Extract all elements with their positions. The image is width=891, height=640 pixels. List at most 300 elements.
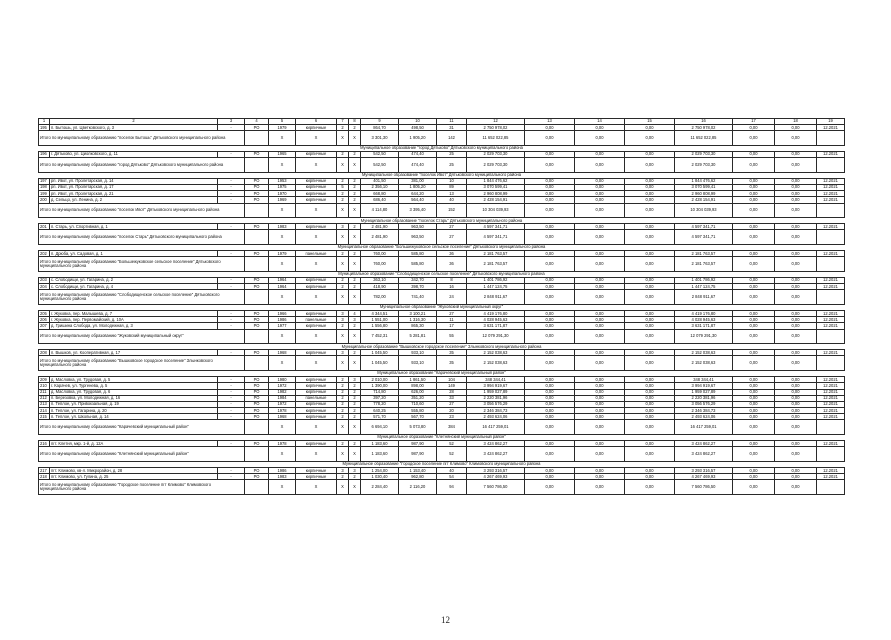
table-cell: -	[218, 311, 245, 317]
table-cell: 0,00	[625, 125, 675, 131]
address-cell: д. Масловка, ул. Трудовая, д. 5	[50, 377, 218, 383]
table-cell: 1965	[269, 151, 296, 157]
subtotal-cell: 2 029 703,30	[675, 158, 733, 173]
table-cell: 12.2021	[817, 197, 845, 203]
subtotal-cell	[245, 420, 269, 435]
table-cell: 0,00	[525, 151, 575, 157]
subtotal-cell: 0,00	[525, 230, 575, 245]
subtotal-cell: 760,00	[361, 257, 399, 272]
table-cell: 2	[337, 151, 349, 157]
table-cell: РО	[245, 401, 269, 407]
table-cell: 25	[437, 151, 467, 157]
table-cell: 348 344,41	[467, 377, 525, 383]
subtotal-cell: 24	[437, 290, 467, 305]
subtotal-label: Итого по муниципальному образованию "Вышковское городское поселение" Злынковского муниципального района	[39, 356, 245, 371]
table-cell: РО	[245, 323, 269, 329]
table-cell: РО	[245, 350, 269, 356]
table-cell: 0,00	[775, 178, 817, 184]
subtotal-cell: 0,00	[625, 131, 675, 146]
table-cell: 12.2021	[817, 311, 845, 317]
subtotal-cell: X	[269, 131, 296, 146]
table-cell: 1983	[269, 474, 296, 480]
table-cell: 2 152 038,63	[467, 350, 525, 356]
table-cell: 12.2021	[817, 184, 845, 190]
table-cell: 1968	[269, 414, 296, 420]
table-cell: 0,00	[775, 377, 817, 383]
table-cell: 2	[349, 408, 361, 414]
table-cell: 2	[337, 414, 349, 420]
table-cell: кирпичные	[296, 125, 337, 131]
table-cell: 0,00	[525, 125, 575, 131]
table-cell: 1 844 476,62	[467, 178, 525, 184]
table-cell: 3 070 599,41	[675, 184, 733, 190]
table-cell: 0,00	[575, 383, 625, 389]
subtotal-cell: X	[269, 356, 296, 371]
table-cell: 0,00	[775, 408, 817, 414]
column-number: 15	[625, 119, 675, 125]
table-cell: 1984	[269, 395, 296, 401]
table-cell: 1975	[269, 184, 296, 190]
subtotal-cell: 5 281,81	[399, 329, 437, 344]
table-cell: кирпичные	[296, 277, 337, 283]
table-cell: 12.2021	[817, 224, 845, 230]
subtotal-cell	[817, 329, 845, 344]
section-title: Муниципальное образование "Вышковское городское поселение" Злынковского муниципального района	[39, 344, 845, 350]
table-cell: 0,00	[575, 191, 625, 197]
subtotal-cell: 11 652 022,85	[467, 131, 525, 146]
table-cell: 0,00	[625, 401, 675, 407]
table-cell: 1983	[269, 224, 296, 230]
table-cell: 498,50	[399, 125, 437, 131]
subtotal-cell: 933,10	[399, 356, 437, 371]
column-number: 3	[218, 119, 245, 125]
table-cell: 0,00	[625, 311, 675, 317]
table-cell: 0,00	[575, 350, 625, 356]
table-cell: -	[218, 277, 245, 283]
subtotal-cell	[245, 447, 269, 462]
table-cell: -	[218, 468, 245, 474]
subtotal-cell: X	[349, 257, 361, 272]
table-cell: 201	[39, 224, 50, 230]
subtotal-cell: 0,00	[775, 420, 817, 435]
table-cell: 2	[349, 414, 361, 420]
table-cell: -	[218, 395, 245, 401]
table-cell: 865,30	[399, 323, 437, 329]
table-cell: РО	[245, 178, 269, 184]
subtotal-cell: 2 848 911,67	[467, 290, 525, 305]
subtotal-cell	[817, 158, 845, 173]
subtotal-cell	[817, 290, 845, 305]
table-cell: кирпичные	[296, 383, 337, 389]
table-cell: 4 597 341,71	[467, 224, 525, 230]
address-cell: п. Старь, ул. Спортивная, д. 1	[50, 224, 218, 230]
table-cell: 714,80	[361, 389, 399, 395]
table-cell: 10	[437, 178, 467, 184]
table-cell: 12.2021	[817, 468, 845, 474]
table-cell: 0,00	[525, 441, 575, 447]
table-cell: 0,00	[525, 395, 575, 401]
section-title: Муниципальное образование "Слободищенское сельское поселение" Дятьковского муниципального района	[39, 271, 845, 277]
table-cell: 0,00	[625, 389, 675, 395]
table-cell: 348 344,41	[675, 377, 733, 383]
table-cell: 0,00	[733, 317, 775, 323]
subtotal-cell: 0,00	[775, 290, 817, 305]
table-cell: 3 056 576,29	[675, 401, 733, 407]
table-cell: 40	[437, 468, 467, 474]
subtotal-cell: 987,90	[399, 447, 437, 462]
table-cell: 2	[349, 277, 361, 283]
table-cell: 0,00	[525, 311, 575, 317]
table-cell: -	[218, 178, 245, 184]
address-cell: г. Дятьково, ул. Циолковского, д. 11	[50, 151, 218, 157]
subtotal-cell: 1 045,50	[361, 356, 399, 371]
table-cell: 571,70	[361, 414, 399, 420]
subtotal-cell: 2 116,20	[399, 480, 437, 495]
table-cell: 0,00	[575, 197, 625, 203]
table-cell: 2	[349, 401, 361, 407]
table-cell: 1968	[269, 350, 296, 356]
subtotal-row	[39, 329, 845, 344]
address-cell: с. Слободищи, ул. Гагарина, д. 4	[50, 284, 218, 290]
subtotal-cell: 10 304 039,93	[675, 203, 733, 218]
subtotal-cell: 585,80	[399, 257, 437, 272]
table-cell: 0,00	[733, 474, 775, 480]
table-cell: 2 356,10	[361, 184, 399, 190]
subtotal-cell: X	[337, 356, 349, 371]
table-cell: 0,00	[575, 125, 625, 131]
table-cell: 987,90	[399, 441, 437, 447]
table-cell: панельные	[296, 317, 337, 323]
table-cell: 12.2021	[817, 414, 845, 420]
table-cell: 4 267 469,93	[675, 474, 733, 480]
table-cell: 0,00	[733, 401, 775, 407]
subtotal-cell: 0,00	[775, 356, 817, 371]
table-cell: 3	[337, 468, 349, 474]
column-number: 17	[733, 119, 775, 125]
table-cell: 0,00	[733, 350, 775, 356]
table-cell: 0,00	[575, 323, 625, 329]
table-cell: 104	[437, 377, 467, 383]
subtotal-cell: X	[337, 420, 349, 435]
subtotal-cell: X	[269, 447, 296, 462]
table-cell: 3 424 862,27	[675, 441, 733, 447]
table-cell: 710,60	[399, 401, 437, 407]
table-cell: 203	[39, 277, 50, 283]
table-cell: РО	[245, 377, 269, 383]
column-number: 1	[39, 119, 50, 125]
table-cell: РО	[245, 125, 269, 131]
column-number: 9	[361, 119, 399, 125]
table-cell: 0,00	[575, 151, 625, 157]
table-cell: 208	[39, 350, 50, 356]
table-cell: 2 220 381,96	[675, 395, 733, 401]
table-cell: -	[218, 224, 245, 230]
table-cell: -	[218, 408, 245, 414]
table-cell: 2 010,00	[361, 377, 399, 383]
subtotal-cell: X	[337, 230, 349, 245]
table-cell: кирпичные	[296, 197, 337, 203]
column-number: 5	[269, 119, 296, 125]
table-cell: 89	[437, 184, 467, 190]
subtotal-cell: 0,00	[775, 447, 817, 462]
table-cell: 1977	[269, 323, 296, 329]
table-cell: 474,40	[399, 151, 437, 157]
section-title: Муниципальное образование "поселок Старь" Дятьковского муниципального района	[39, 218, 845, 224]
subtotal-cell: X	[349, 447, 361, 462]
subtotal-cell: 0,00	[775, 257, 817, 272]
table-cell: 3	[337, 350, 349, 356]
table-cell: -	[218, 389, 245, 395]
table-cell: 0,00	[575, 395, 625, 401]
table-cell: кирпичные	[296, 184, 337, 190]
subtotal-cell: 2 284,40	[361, 480, 399, 495]
table-cell: 0,00	[575, 178, 625, 184]
table-cell: 0,00	[733, 191, 775, 197]
table-cell: кирпичные	[296, 311, 337, 317]
subtotal-cell: 3 395,40	[399, 203, 437, 218]
subtotal-label: Итого по муниципальному образованию "Городское поселение пгт Климово" Климовского муниципального района	[39, 480, 245, 495]
table-cell: 4 597 341,71	[675, 224, 733, 230]
subtotal-cell: X	[349, 131, 361, 146]
subtotal-cell: 3 424 862,27	[467, 447, 525, 462]
table-cell: 2	[337, 197, 349, 203]
table-cell: 342,70	[399, 277, 437, 283]
table-cell: 27	[437, 311, 467, 317]
table-cell: 204	[39, 284, 50, 290]
table-cell: 12.2021	[817, 401, 845, 407]
table-cell: 52	[437, 441, 467, 447]
table-cell: 0,00	[625, 383, 675, 389]
table-cell: 0,00	[625, 151, 675, 157]
subtotal-cell: 0,00	[525, 257, 575, 272]
table-cell: 12.2021	[817, 408, 845, 414]
table-cell: 0,00	[575, 284, 625, 290]
table-cell: 0,00	[625, 178, 675, 184]
table-cell: 542,50	[361, 151, 399, 157]
table-cell: 4	[349, 311, 361, 317]
address-cell: с. Слободищи, ул. Гагарина, д. 2	[50, 277, 218, 283]
table-cell: 626,00	[399, 389, 437, 395]
table-cell: 1 861,50	[399, 377, 437, 383]
subtotal-cell: 0,00	[733, 290, 775, 305]
subtotal-cell	[245, 230, 269, 245]
table-cell: 0,00	[525, 284, 575, 290]
subtotal-row	[39, 230, 845, 245]
subtotal-cell: 0,00	[575, 420, 625, 435]
table-cell: РО	[245, 184, 269, 190]
table-cell: 0,00	[575, 311, 625, 317]
table-cell: -	[218, 251, 245, 257]
table-cell: 54	[437, 474, 467, 480]
subtotal-cell	[817, 480, 845, 495]
address-cell: рп. Ивот, ул. Пролетарская, д. 14	[50, 178, 218, 184]
section-title: Муниципальное образование "Клетнянский муниципальный район"	[39, 435, 845, 441]
table-cell: 0,00	[625, 468, 675, 474]
table-cell: 686,40	[361, 197, 399, 203]
table-cell: кирпичные	[296, 224, 337, 230]
table-cell: 1980	[269, 377, 296, 383]
table-cell: 1 959 027,89	[467, 389, 525, 395]
address-cell: пгт. Клетня, мкр. 1-й, д. 12А	[50, 441, 218, 447]
table-cell: 0,00	[733, 284, 775, 290]
table-cell: 1978	[269, 408, 296, 414]
table-cell: 12.2021	[817, 191, 845, 197]
table-cell: кирпичные	[296, 323, 337, 329]
table-cell: 0,00	[775, 323, 817, 329]
table-cell: 0,00	[775, 468, 817, 474]
subtotal-cell: X	[337, 257, 349, 272]
column-number: 12	[467, 119, 525, 125]
subtotal-cell: X	[337, 480, 349, 495]
subtotal-cell: 0,00	[525, 447, 575, 462]
table-cell: 2 960 808,99	[467, 191, 525, 197]
address-cell: рп. Ивот, ул. Пролетарская, д. 17	[50, 184, 218, 190]
table-cell: 2	[337, 401, 349, 407]
table-cell: 2	[349, 323, 361, 329]
table-cell: 1978	[269, 441, 296, 447]
table-cell: 0,00	[575, 184, 625, 190]
table-cell: 0,00	[733, 184, 775, 190]
table-cell: 200	[39, 197, 50, 203]
table-cell: 1969	[269, 197, 296, 203]
subtotal-cell: 6 694,10	[361, 420, 399, 435]
table-cell: 1979	[269, 251, 296, 257]
subtotal-cell: X	[269, 203, 296, 218]
table-cell: 0,00	[775, 317, 817, 323]
table-cell: 20	[437, 408, 467, 414]
subtotal-cell	[817, 447, 845, 462]
subtotal-cell: 3 424 862,27	[675, 447, 733, 462]
subtotal-cell: 11 652 022,85	[675, 131, 733, 146]
subtotal-cell: 0,00	[775, 203, 817, 218]
subtotal-row	[39, 131, 845, 146]
table-cell: 2	[349, 474, 361, 480]
subtotal-cell: 384	[437, 420, 467, 435]
table-cell: 962,80	[399, 474, 437, 480]
table-cell: РО	[245, 311, 269, 317]
table-cell: 0,00	[733, 383, 775, 389]
subtotal-cell: X	[349, 290, 361, 305]
table-cell: 0,00	[525, 350, 575, 356]
subtotal-label: Итого по муниципальному образованию "город Дятьково" Дятьковского муниципального района	[39, 158, 245, 173]
table-cell: 381,00	[399, 178, 437, 184]
table-cell: 933,10	[399, 350, 437, 356]
table-cell: 1964	[269, 277, 296, 283]
table-cell: 3 070 599,41	[467, 184, 525, 190]
table-cell: -	[218, 377, 245, 383]
subtotal-cell: X	[337, 131, 349, 146]
column-number: 6	[296, 119, 337, 125]
table-cell: 213	[39, 401, 50, 407]
subtotal-cell: 0,00	[575, 257, 625, 272]
table-cell: 0,00	[775, 151, 817, 157]
table-cell: кирпичные	[296, 441, 337, 447]
table-cell: 864,70	[361, 125, 399, 131]
table-cell: 4 267 469,93	[467, 474, 525, 480]
column-number: 18	[775, 119, 817, 125]
subtotal-cell: X	[269, 290, 296, 305]
subtotal-cell: 782,00	[361, 290, 399, 305]
table-cell: 2 346 384,73	[467, 408, 525, 414]
table-cell: РО	[245, 317, 269, 323]
table-cell: -	[218, 197, 245, 203]
table-cell: 0,00	[775, 197, 817, 203]
address-cell: д. Масловка, ул. Трудовая, д. 6	[50, 389, 218, 395]
subtotal-cell: 2 029 703,30	[467, 158, 525, 173]
table-cell: 0,00	[625, 284, 675, 290]
subtotal-cell: 0,00	[575, 447, 625, 462]
table-cell: 1 447 124,75	[467, 284, 525, 290]
subtotal-cell: 0,00	[525, 131, 575, 146]
table-cell: 585,80	[399, 251, 437, 257]
table-cell: 2 750 978,02	[467, 125, 525, 131]
subtotal-label: Итого по муниципальному образованию "поселок Старь" Дятьковского муниципального района	[39, 230, 245, 245]
table-cell: 35	[437, 350, 467, 356]
table-cell: 668,80	[361, 191, 399, 197]
table-cell: 0,00	[575, 474, 625, 480]
table-cell: 1964	[269, 284, 296, 290]
table-cell: 0,00	[625, 441, 675, 447]
table-cell: 2	[337, 474, 349, 480]
table-cell: 214	[39, 408, 50, 414]
table-cell: 27	[437, 401, 467, 407]
table-cell: 0,00	[525, 251, 575, 257]
subtotal-cell: 0,00	[733, 329, 775, 344]
address-cell: п. Вышков, ул. Кооперативная, д. 17	[50, 350, 218, 356]
subtotal-row	[39, 158, 845, 173]
table-cell: -	[218, 414, 245, 420]
table-cell: 0,00	[525, 408, 575, 414]
subtotal-cell: 0,00	[625, 329, 675, 344]
table-cell: 0,00	[525, 191, 575, 197]
address-cell: п. Теплое, ул. Привокзальная, д. 19	[50, 401, 218, 407]
table-cell: 0,00	[575, 251, 625, 257]
table-cell: 195	[39, 125, 50, 131]
subtotal-cell: X	[296, 447, 337, 462]
table-cell: 2	[349, 395, 361, 401]
table-cell: 0,00	[733, 311, 775, 317]
subtotal-cell: 16 417 259,01	[467, 420, 525, 435]
table-cell: 2 750 978,02	[675, 125, 733, 131]
subtotal-cell: 2 152 038,63	[467, 356, 525, 371]
table-cell: 198	[39, 184, 50, 190]
table-cell: 4 419 176,80	[675, 311, 733, 317]
table-cell: 28	[437, 389, 467, 395]
table-cell: 778,20	[361, 401, 399, 407]
table-cell: 2 220 381,96	[467, 395, 525, 401]
table-cell: 3 994 919,67	[675, 383, 733, 389]
subtotal-cell: 0,00	[625, 480, 675, 495]
table-cell: 0,00	[575, 468, 625, 474]
table-cell: 2	[349, 389, 361, 395]
table-cell: 33	[437, 395, 467, 401]
address-cell: д. Гришина Слобода, ул. Молодежная, д. 3	[50, 323, 218, 329]
subtotal-cell: X	[296, 329, 337, 344]
table-cell: 2	[349, 184, 361, 190]
table-cell: 12.2021	[817, 377, 845, 383]
subtotal-cell: 0,00	[525, 480, 575, 495]
subtotal-cell	[245, 131, 269, 146]
table-cell: 0,00	[775, 474, 817, 480]
table-cell: 3	[349, 377, 361, 383]
subtotal-label: Итого по муниципальному образованию "Жуковский муниципальный округ"	[39, 329, 245, 344]
table-cell: 2	[349, 251, 361, 257]
table-cell: 0,00	[625, 317, 675, 323]
subtotal-cell	[245, 290, 269, 305]
address-cell: п. Дрюба, ул. Садовая, д. 1	[50, 251, 218, 257]
column-number: 10	[399, 119, 437, 125]
table-cell: 0,00	[733, 395, 775, 401]
